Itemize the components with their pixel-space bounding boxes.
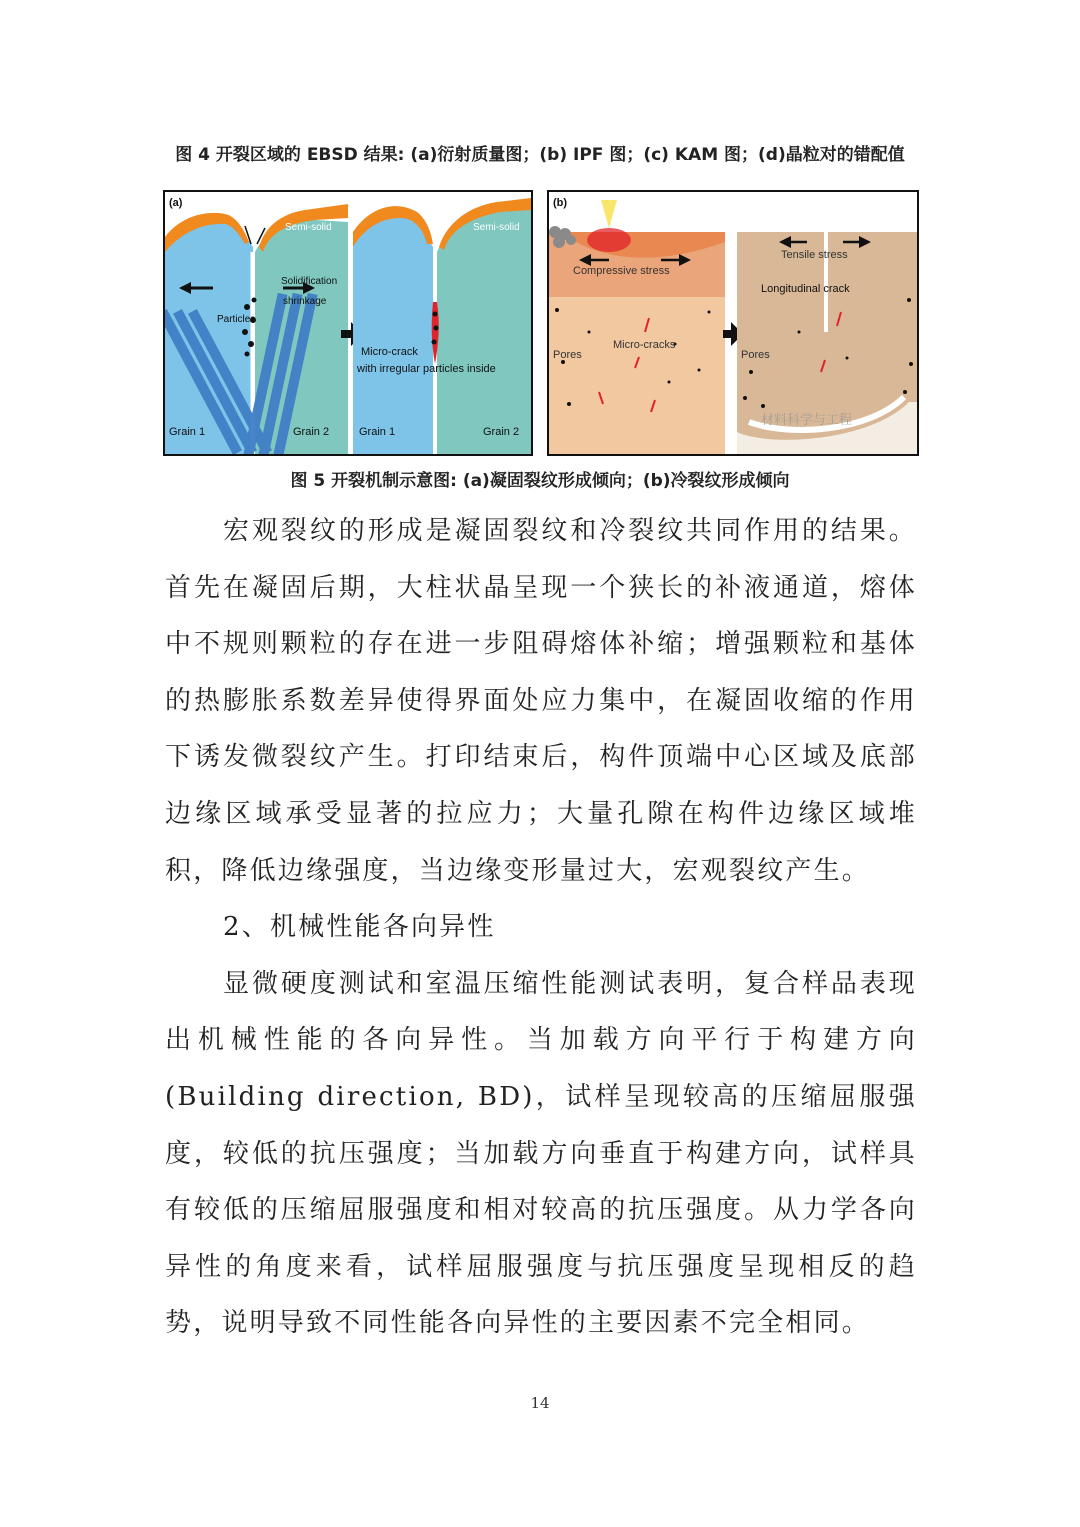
particles-label: Particles <box>217 314 256 325</box>
solidification-label: Solidification <box>281 276 338 287</box>
semi-solid-label-left: Semi-solid <box>285 222 332 233</box>
grain1-right-label: Grain 1 <box>359 426 396 438</box>
watermark-text: 材料科学与工程 <box>761 413 853 428</box>
paragraph-1: 宏观裂纹的形成是凝固裂纹和冷裂纹共同作用的结果。首先在凝固后期，大柱状晶呈现一个狭长的补液通道，熔体中不规则颗粒的存在进一步阻碍熔体补缩；增强颗粒和基体的热膨胀系数差异使得界面处应力集中，在凝固收缩的作用下诱发微裂纹产生。打印结束后，构件顶端中心区域及底部边缘区域承受显著的拉应力；大量孔隙在构件边缘区域堆积，降低边缘强度，当边缘变形量过大，宏观裂纹产生。 <box>165 516 917 886</box>
grain2-right-label: Grain 2 <box>483 426 520 438</box>
figure-5b-panel <box>547 190 919 456</box>
body-text <box>165 503 917 1352</box>
pores-left-label: Pores <box>553 349 582 361</box>
micro-cracks-label: Micro-cracks <box>613 339 676 351</box>
figure-5-caption: 图 5 开裂机制示意图: (a)凝固裂纹形成倾向；(b)冷裂纹形成倾向 <box>290 471 790 491</box>
page-number: 14 <box>530 1394 550 1412</box>
paragraph-2: 显微硬度测试和室温压缩性能测试表明，复合样品表现出机械性能的各向异性。当加载方向平行于构建方向(Building direction, BD)，试样呈现较高的压缩屈服强度，较低的抗压强度；当加载方向垂直于构建方向，试样具有较低的压缩屈服强度和相对较高的抗压强度。从力学各向异性的角度来看，试样屈服强度与抗压强度呈现相反的趋势，说明导致不同性能各向异性的主要因素不完全相同。 <box>165 968 917 1339</box>
micro-crack-label: Micro-crack <box>361 346 418 358</box>
compressive-stress-label: Compressive stress <box>573 265 670 277</box>
semi-solid-label-right: Semi-solid <box>473 222 520 233</box>
figure-5a-panel <box>163 190 533 456</box>
figure-4-caption: 图 4 开裂区域的 EBSD 结果: (a)衍射质量图；(b) IPF 图；(c) KAM 图；(d)晶粒对的错配值 <box>175 145 905 165</box>
grain1-left-label: Grain 1 <box>169 426 206 438</box>
grain2-left-label: Grain 2 <box>293 426 330 438</box>
solidification-crack-diagram <box>165 192 531 454</box>
panel-a-tag: (a) <box>169 197 183 209</box>
cold-crack-diagram <box>549 192 917 454</box>
irregular-particles-label: with irregular particles inside <box>357 363 496 375</box>
panel-b-tag: (b) <box>553 197 568 209</box>
pores-right-label: Pores <box>741 349 770 361</box>
shrinkage-label: shrinkage <box>283 296 327 307</box>
section-heading: 2、机械性能各向异性 <box>223 912 496 943</box>
tensile-stress-label: Tensile stress <box>781 249 848 261</box>
longitudinal-crack-label: Longitudinal crack <box>761 283 850 295</box>
